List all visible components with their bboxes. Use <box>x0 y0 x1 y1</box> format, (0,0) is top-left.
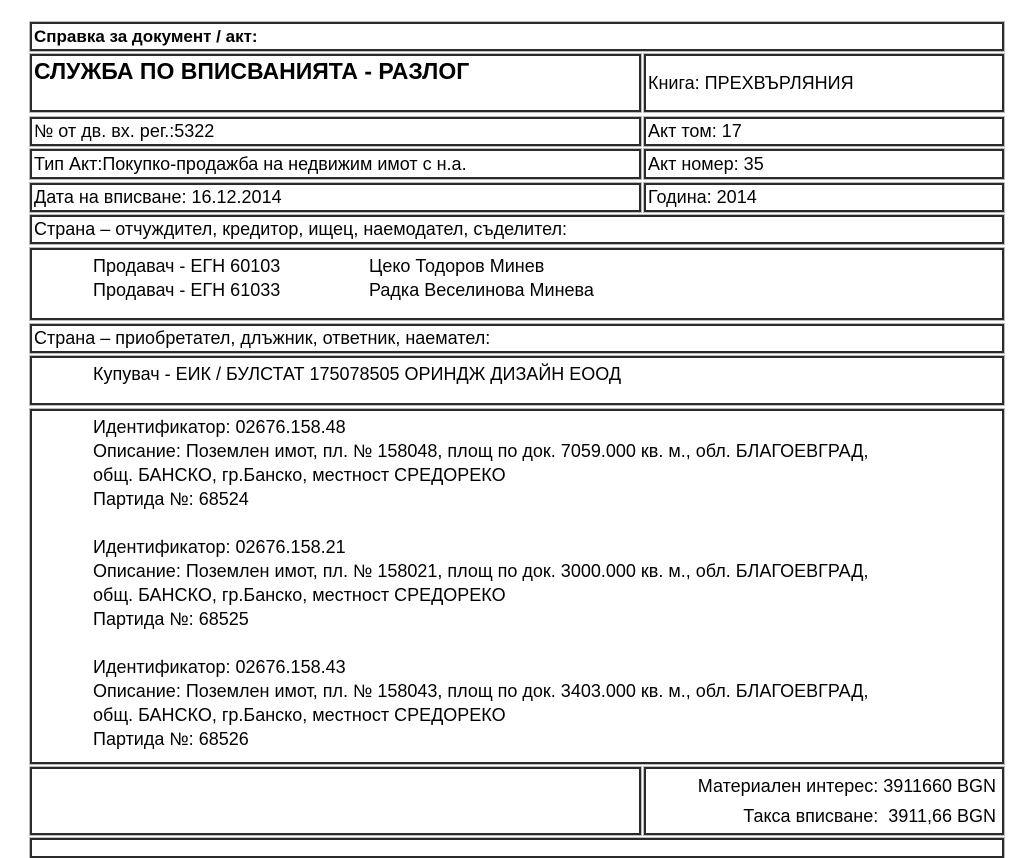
entry-date: Дата на вписване: 16.12.2014 <box>34 187 282 207</box>
property-identifier: Идентификатор: 02676.158.43 <box>93 657 346 677</box>
party-name: Радка Веселинова Минева <box>369 280 594 300</box>
document-title-row <box>30 22 1004 51</box>
year-cell <box>644 183 1004 212</box>
entry-date-cell <box>30 183 641 212</box>
property-description: Описание: Поземлен имот, пл. № 158021, площ по док. 3000.000 кв. м., обл. БЛАГОЕВГРАД, <box>93 561 869 581</box>
property-batch: Партида №: 68525 <box>93 609 249 629</box>
property-item <box>93 415 868 511</box>
party-to-label-cell <box>30 324 1004 353</box>
property-batch: Партида №: 68526 <box>93 729 249 749</box>
property-item <box>93 535 868 631</box>
year: Година: 2014 <box>648 187 757 207</box>
property-identifier: Идентификатор: 02676.158.21 <box>93 537 346 557</box>
reg-no: № от дв. вх. рег.:5322 <box>34 121 215 141</box>
act-type-cell <box>30 149 641 179</box>
reg-no-cell <box>30 117 641 146</box>
property-batch: Партида №: 68524 <box>93 489 249 509</box>
property-identifier: Идентификатор: 02676.158.48 <box>93 417 346 437</box>
property-description: Описание: Поземлен имот, пл. № 158048, площ по док. 7059.000 кв. м., обл. БЛАГОЕВГРАД, <box>93 441 869 461</box>
totals-cell <box>644 767 1004 835</box>
book-name: Книга: ПРЕХВЪРЛЯНИЯ <box>648 73 854 93</box>
properties-list <box>30 409 1004 764</box>
party-from-list <box>30 248 1004 320</box>
property-description-cont: общ. БАНСКО, гр.Банско, местност СРЕДОРЕКО <box>93 705 506 725</box>
property-item <box>93 655 868 751</box>
act-type: Тип Акт:Покупко-продажба на недвижим имот с н.а. <box>34 154 467 174</box>
office-cell <box>30 54 641 112</box>
party-from-label-cell <box>30 215 1004 244</box>
act-volume-cell <box>644 117 1004 146</box>
party-from-entry <box>93 254 544 278</box>
party-name: Цеко Тодоров Минев <box>369 256 545 276</box>
buyer-text: Купувач - ЕИК / БУЛСТАТ 175078505 ОРИНДЖ ДИЗАЙН ЕООД <box>93 364 622 384</box>
party-from-entry <box>93 278 594 302</box>
party-from-label: Страна – отчуждител, кредитор, ищец, наемодател, съделител: <box>34 219 568 239</box>
property-description-cont: общ. БАНСКО, гр.Банско, местност СРЕДОРЕКО <box>93 585 506 605</box>
totals-empty-cell <box>30 767 641 835</box>
party-to-list <box>30 356 1004 405</box>
act-volume: Акт том: 17 <box>648 121 742 141</box>
book-cell <box>644 54 1004 112</box>
act-number: Акт номер: 35 <box>648 154 764 174</box>
party-to-entry <box>93 362 621 386</box>
party-to-label: Страна – приобретател, длъжник, ответник, наемател: <box>34 328 491 348</box>
next-row-cut <box>30 838 1004 858</box>
material-interest: Материален интерес: 3911660 BGN <box>697 776 996 796</box>
document-title: Справка за документ / акт: <box>34 27 258 46</box>
party-role: Продавач - ЕГН 61033 <box>93 280 281 300</box>
office-name: СЛУЖБА ПО ВПИСВАНИЯТА - РАЗЛОГ <box>34 58 470 84</box>
property-description: Описание: Поземлен имот, пл. № 158043, площ по док. 3403.000 кв. м., обл. БЛАГОЕВГРАД, <box>93 681 869 701</box>
property-description-cont: общ. БАНСКО, гр.Банско, местност СРЕДОРЕКО <box>93 465 506 485</box>
entry-fee: Такса вписване: 3911,66 BGN <box>743 806 996 826</box>
act-number-cell <box>644 149 1004 179</box>
party-role: Продавач - ЕГН 60103 <box>93 256 281 276</box>
